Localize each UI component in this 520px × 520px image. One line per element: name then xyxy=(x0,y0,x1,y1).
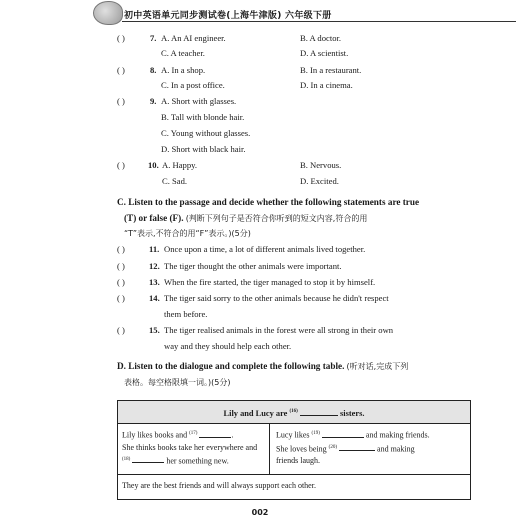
statement-number: 14. xyxy=(149,293,160,303)
statement-number: 12. xyxy=(149,261,160,271)
option-b: B. In a restaurant. xyxy=(300,65,362,75)
lily-line-1: Lily likes books and xyxy=(122,430,188,440)
table-footer: They are the best friends and will always support each other. xyxy=(122,481,316,490)
option-c: C. Sad. xyxy=(162,176,188,186)
blank-20[interactable] xyxy=(339,442,375,451)
option-a: A. In a shop. xyxy=(161,65,206,75)
statement-text: The tiger realised animals in the forest were all strong in their own xyxy=(164,325,394,335)
dialogue-table xyxy=(117,400,471,500)
lucy-cell xyxy=(271,424,470,474)
table-header-text: Lily and Lucy are xyxy=(223,408,288,418)
answer-paren[interactable]: ( ) xyxy=(117,277,125,287)
statement-number: 15. xyxy=(149,325,160,335)
blank-19[interactable] xyxy=(322,429,364,438)
option-b: B. A doctor. xyxy=(300,33,342,43)
lily-cell: Lily likes books and $^{(17)}$ . She thinks books take her everywhere and $^{(18)}$ her something new. xyxy=(118,424,270,474)
section-d-instruction-cn-2: 表格。每空格限填一词。)(5分) xyxy=(124,378,231,387)
option-d: D. Short with black hair. xyxy=(161,144,246,154)
section-c-title-en: (T) or false (F). xyxy=(124,213,184,223)
question-number: 10. xyxy=(148,160,159,170)
section-c-title: C. Listen to the passage and decide whether the following statements are true xyxy=(117,197,420,207)
lucy-line-1-end: and making friends. xyxy=(365,430,430,440)
statement-text: The tiger said sorry to the other animals because he didn't respect xyxy=(164,293,389,303)
answer-paren[interactable]: ( ) xyxy=(117,33,125,43)
option-a: A. Short with glasses. xyxy=(161,96,237,106)
blank-number-19: (19) xyxy=(311,431,320,436)
answer-paren[interactable]: ( ) xyxy=(117,325,125,335)
option-b: B. Nervous. xyxy=(300,160,342,170)
option-b: B. Tall with blonde hair. xyxy=(161,112,245,122)
section-d-instruction-cn: (听对话,完成下列 xyxy=(346,362,409,371)
statement-number: 13. xyxy=(149,277,160,287)
section-c-instruction-cn: (判断下列句子是否符合你听到的短文内容,符合的用 xyxy=(185,214,368,223)
option-c: C. In a post office. xyxy=(161,80,225,90)
option-d: D. In a cinema. xyxy=(300,80,353,90)
header-divider xyxy=(122,21,516,22)
lucy-line-1: Lucy likes xyxy=(276,430,310,440)
lily-line-3: her something new. xyxy=(166,456,229,466)
statement-number: 11. xyxy=(149,244,160,254)
option-d: D. Excited. xyxy=(300,176,339,186)
answer-paren[interactable]: ( ) xyxy=(117,96,125,106)
blank-number-20: (20) xyxy=(328,444,338,450)
blank-16[interactable] xyxy=(300,407,338,416)
option-d: D. A scientist. xyxy=(300,48,349,58)
lucy-line-2-end: and making xyxy=(377,444,415,454)
blank-number-16: (16) xyxy=(289,409,298,414)
answer-paren[interactable]: ( ) xyxy=(117,244,125,254)
section-c-instruction-cn-2: “T”表示,不符合的用“F”表示。)(5分) xyxy=(124,229,251,238)
blank-number-18: (18) xyxy=(122,456,131,462)
answer-paren[interactable]: ( ) xyxy=(117,293,125,303)
blank-number-17: (17) xyxy=(189,431,198,436)
option-c: C. Young without glasses. xyxy=(161,128,251,138)
statement-text: When the fire started, the tiger managed to stop it by himself. xyxy=(164,277,376,287)
question-number: 7. xyxy=(150,33,157,43)
lily-line-2: She thinks books take her everywhere and xyxy=(122,442,258,452)
answer-paren[interactable]: ( ) xyxy=(117,160,125,170)
page-header xyxy=(96,1,516,27)
answer-paren[interactable]: ( ) xyxy=(117,261,125,271)
statement-text: Once upon a time, a lot of different animals lived together. xyxy=(164,244,366,254)
option-c: C. A teacher. xyxy=(161,48,205,58)
table-middle-row xyxy=(118,424,470,475)
option-a: A. Happy. xyxy=(162,160,198,170)
table-header xyxy=(118,401,470,424)
blank-17[interactable] xyxy=(199,429,231,438)
logo-icon xyxy=(93,1,123,25)
lucy-line-3: friends laugh. xyxy=(276,456,320,466)
question-number: 8. xyxy=(150,65,157,75)
statement-text-cont: them before. xyxy=(164,309,208,319)
header-title: 初中英语单元同步测试卷(上海牛津版) 六年级下册 xyxy=(124,11,332,21)
section-d-title-en: D. Listen to the dialogue and complete the following table. xyxy=(117,361,345,371)
lucy-line-2: She loves being xyxy=(276,444,327,454)
blank-18[interactable] xyxy=(132,454,164,463)
statement-text: The tiger thought the other animals were important. xyxy=(164,261,342,271)
section-c-instruction xyxy=(124,213,367,224)
table-header-text-end: sisters. xyxy=(340,408,365,418)
answer-paren[interactable]: ( ) xyxy=(117,65,125,75)
statement-text-cont: way and they should help each other. xyxy=(164,341,292,351)
question-number: 9. xyxy=(150,96,157,106)
section-d-title xyxy=(117,361,408,372)
option-a: A. An AI engineer. xyxy=(161,33,226,43)
page-number: 002 xyxy=(251,508,269,517)
